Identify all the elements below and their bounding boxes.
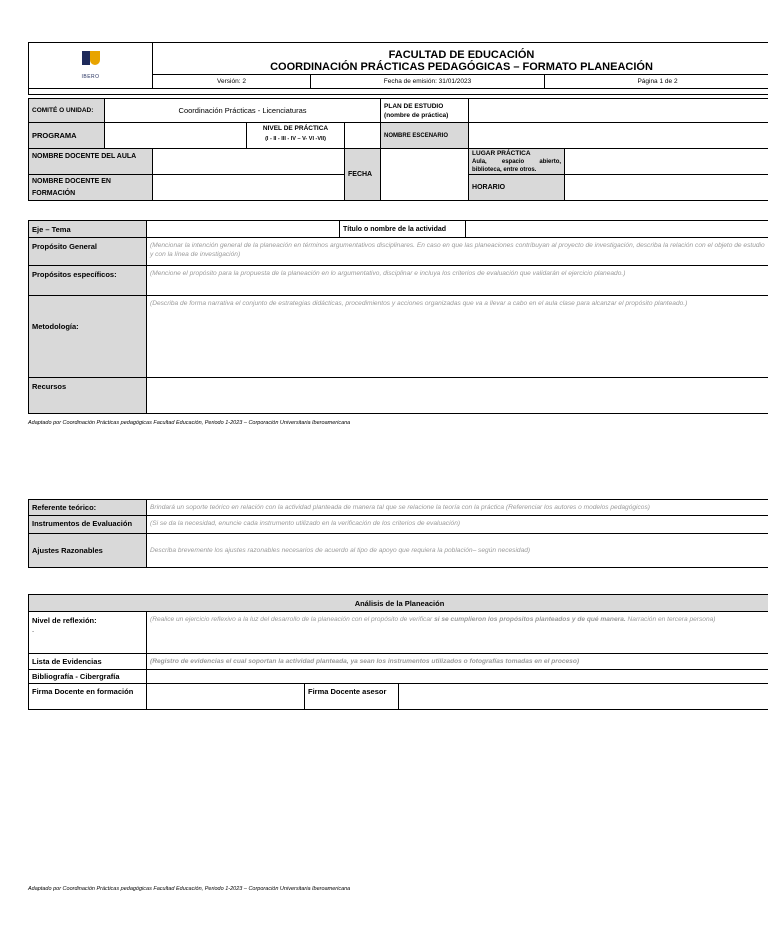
lugar-sub: Aula, espacio abierto, biblioteca, entre otros. [472,158,562,173]
info-table [28,98,768,201]
ajustes-label: Ajustes Razonables [29,534,147,568]
proposito-general-hint[interactable]: (Mencionar la intención general de la planeación en términos argumentativos disciplinares. En caso en que las planeaciones contribuyan al proyecto de investigación, describa la relación con el objeto de estudio y con la línea de investigación) [147,238,768,266]
plan-value[interactable] [469,99,768,123]
recursos-label: Recursos [29,378,147,414]
lugar-value[interactable] [565,149,768,175]
header-table [28,42,768,95]
footer-note-2: Adaptado por Coordinación Prácticas pedagógicas Facultad Educación, Periodo 1-2023 – Corporación Universitaria Iberoamericana [28,886,351,892]
pagina: Página 1 de 2 [545,75,768,89]
firma-asesor-label: Firma Docente asesor [305,684,399,710]
evidencias-label: Lista de Evidencias [29,654,147,670]
metodologia-label: Metodología: [29,296,147,378]
firma-asesor-value[interactable] [399,684,768,710]
nivel-title: NIVEL DE PRÁCTICA [262,125,329,132]
comite-label: COMITÉ O UNIDAD: [29,99,105,123]
nivel-reflexion-title: Nivel de reflexión: [32,616,97,625]
nivel-sub: (I - II - III - IV – V- VI -VII) [265,136,326,142]
header-title [153,43,768,75]
plan-label: PLAN DE ESTUDIO (nombre de práctica) [381,99,469,123]
titulo-value[interactable] [466,221,768,238]
bibliografia-label: Bibliografía - Cibergrafía [29,670,147,684]
bibliografia-value[interactable] [147,670,768,684]
propositos-especificos-label: Propósitos específicos: [29,266,147,296]
version: Versión: 2 [153,75,311,89]
logo-text: IBERO [81,74,100,80]
lugar-label [469,149,565,175]
lugar-title: LUGAR PRÁCTICA [472,149,531,157]
escenario-value[interactable] [469,123,768,149]
firma-formacion-value[interactable] [147,684,305,710]
escenario-label: NOMBRE ESCENARIO [381,123,469,149]
firma-formacion-label: Firma Docente en formación [29,684,147,710]
ibero-logo-icon [80,51,102,73]
proposito-general-label: Propósito General [29,238,147,266]
nivel-hint-2: Narración en tercera persona) [625,616,716,623]
nivel-reflexion-label [29,612,147,654]
nivel-hint-1: (Realice un ejercicio reflexivo a la luz del desarrollo de la planeación con el propósito de verificar [150,616,435,623]
fecha-label: FECHA [345,149,381,201]
title-faculty: FACULTAD DE EDUCACIÓN [388,48,535,61]
comite-value: Coordinación Prácticas - Licenciaturas [105,99,381,123]
ajustes-hint[interactable]: Describa brevemente los ajustes razonables necesarios de acuerdo al tipo de apoyo que requiera la población– según necesidad) [147,534,768,568]
referente-hint[interactable]: Brindará un soporte teórico en relación con la actividad planteada de manera tal que se relacione la teoría con la práctica (Referenciar los autores o modelos pedagógicos) [147,500,768,516]
plan-table [28,220,768,414]
nivel-label [247,123,345,149]
instrumentos-hint[interactable]: (Si se da la necesidad, enuncie cada instrumento utilizado en la verificación de los criterios de evaluación) [147,516,768,534]
analisis-title: Análisis de la Planeación [29,595,768,612]
nivel-reflexion-dot: . [32,625,35,634]
analisis-table [28,594,768,710]
fecha-value[interactable] [381,149,469,201]
nivel-hint-bold: si se cumplieron los propósitos planteados y de qué manera. [434,616,626,623]
docente-formacion-value[interactable] [153,175,345,201]
recursos-value[interactable] [147,378,768,414]
header-spacer [29,89,768,95]
programa-label: PROGRAMA [29,123,105,149]
horario-value[interactable] [565,175,768,201]
docente-aula-value[interactable] [153,149,345,175]
nivel-reflexion-hint[interactable] [147,612,768,654]
referente-table [28,499,768,568]
titulo-label: Título o nombre de la actividad [340,221,466,238]
logo-cell [29,43,153,89]
nivel-value[interactable] [345,123,381,149]
footer-note-1: Adaptado por Coordinación Prácticas pedagógicas Facultad Educación, Periodo 1-2023 – Corporación Universitaria Iberoamericana [28,420,351,426]
title-coordination: COORDINACIÓN PRÁCTICAS PEDAGÓGICAS – FORMATO PLANEACIÓN [270,60,653,73]
docente-formacion-label: NOMBRE DOCENTE EN FORMACIÓN [29,175,153,201]
eje-label: Eje – Tema [29,221,147,238]
horario-label: HORARIO [469,175,565,201]
evidencias-hint[interactable]: (Registro de evidencias el cual soportan la actividad planteada, ya sean los instrumentos utilizados o fotografías tomadas en el proceso) [147,654,768,670]
fecha-emision: Fecha de emisión: 31/01/2023 [311,75,545,89]
instrumentos-label: Instrumentos de Evaluación [29,516,147,534]
referente-label: Referente teórico: [29,500,147,516]
docente-aula-label: NOMBRE DOCENTE DEL AULA [29,149,153,175]
programa-value[interactable] [105,123,247,149]
metodologia-hint[interactable]: (Describa de forma narrativa el conjunto de estrategias didácticas, procedimientos y acciones organizadas que va a llevar a cabo en el aula clase para alcanzar el propósito planteado.) [147,296,768,378]
eje-value[interactable] [147,221,340,238]
propositos-especificos-hint[interactable]: (Mencione el propósito para la propuesta de la planeación en lo argumentativo, disciplinar e incluya los criterios de evaluación que validarán el ejercicio planeado.) [147,266,768,296]
